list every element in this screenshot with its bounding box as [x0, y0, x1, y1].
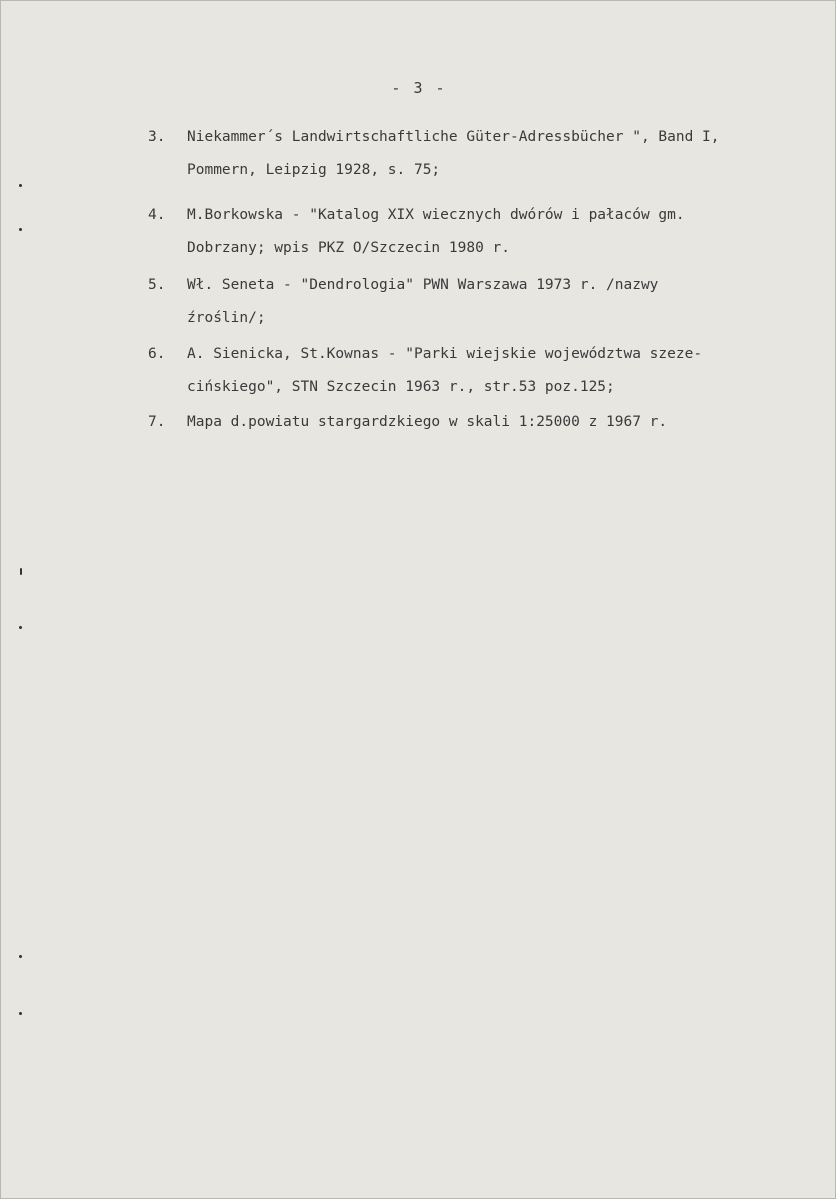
reference-text-line: źroślin/;: [187, 310, 266, 326]
scan-speck: [19, 228, 22, 231]
reference-text-line: A. Sienicka, St.Kownas - "Parki wiejskie województwa szeze-: [187, 346, 703, 362]
reference-text-line: Niekammer´s Landwirtschaftliche Güter-Adressbücher ", Band I,: [187, 129, 720, 145]
scan-speck: [19, 955, 22, 958]
reference-text-line: Dobrzany; wpis PKZ O/Szczecin 1980 r.: [187, 240, 511, 256]
reference-number: 7.: [148, 414, 166, 430]
scan-speck: [19, 626, 22, 629]
scan-speck: [20, 568, 22, 575]
reference-number: 6.: [148, 346, 166, 362]
reference-text-line: Mapa d.powiatu stargardzkiego w skali 1:25000 z 1967 r.: [187, 414, 668, 430]
scan-speck: [19, 1012, 22, 1015]
reference-text-line: M.Borkowska - "Katalog XIX wiecznych dwórów i pałaców gm.: [187, 207, 685, 223]
reference-number: 3.: [148, 129, 166, 145]
reference-text-line: cińskiego", STN Szczecin 1963 r., str.53 poz.125;: [187, 379, 615, 395]
reference-text-line: Pommern, Leipzig 1928, s. 75;: [187, 162, 441, 178]
reference-number: 5.: [148, 277, 166, 293]
reference-number: 4.: [148, 207, 166, 223]
scan-speck: [19, 184, 22, 187]
page-number: - 3 -: [391, 79, 447, 97]
reference-text-line: Wł. Seneta - "Dendrologia" PWN Warszawa 1973 r. /nazwy: [187, 277, 659, 293]
